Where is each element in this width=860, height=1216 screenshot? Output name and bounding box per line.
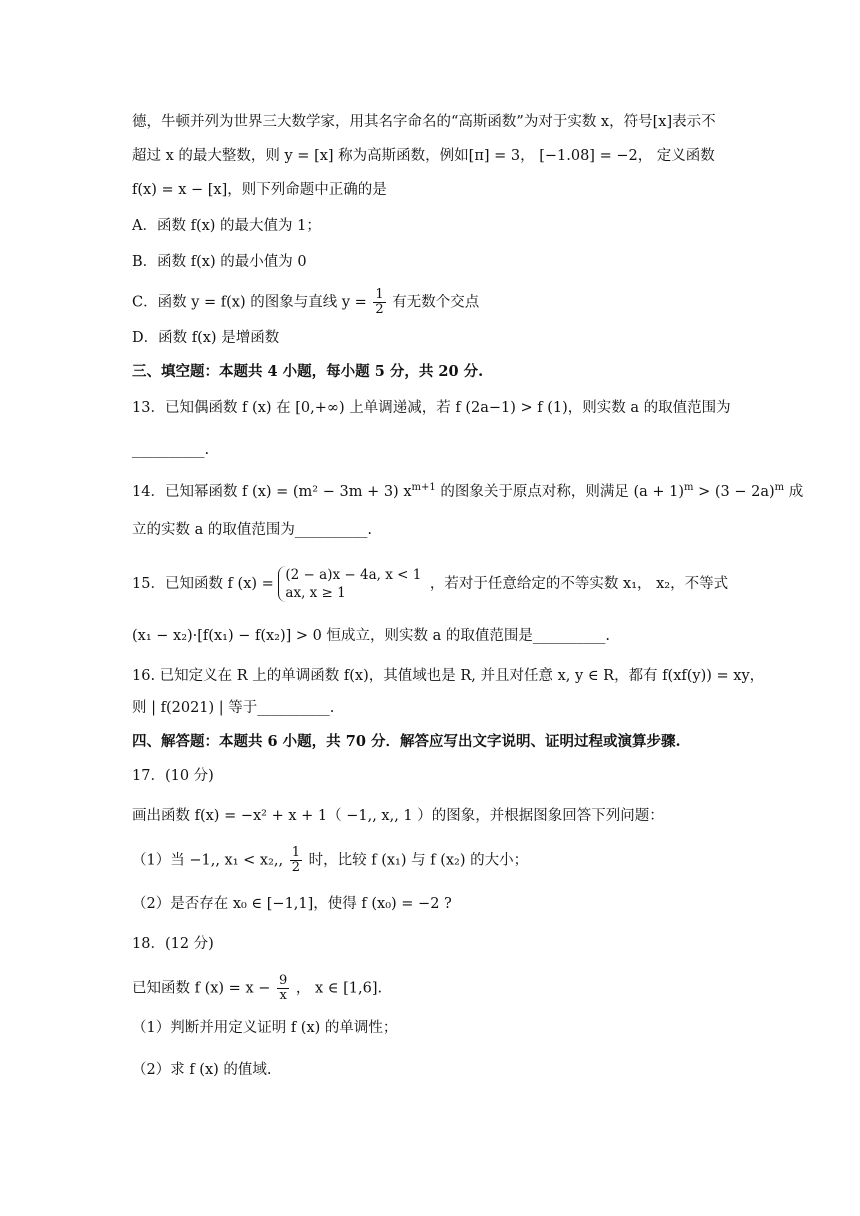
text-line: 超过 x 的最大整数，则 y = [x] 称为高斯函数，例如[π] = 3， [−1.08] = −2， 定义函数 xyxy=(132,148,715,164)
question-15-line-2: (x₁ − x₂)·[f(x₁) − f(x₂)] > 0 恒成立，则实数 a 的取值范围是__________. xyxy=(132,628,610,644)
option-c-text-end: 有无数个交点 xyxy=(392,294,480,311)
piecewise-case-1: (2 − a)x − 4a, x < 1 xyxy=(285,567,422,583)
option-d: D．函数 f(x) 是增函数 xyxy=(132,330,280,346)
option-a: A．函数 f(x) 的最大值为 1； xyxy=(132,218,321,234)
question-18-heading: 18．(12 分) xyxy=(132,936,214,952)
fraction xyxy=(277,974,289,1003)
question-17-part-2: （2）是否存在 x₀ ∈ [−1,1]，使得 f (x₀) = −2 ? xyxy=(132,896,452,912)
question-18 xyxy=(132,974,732,1003)
fraction-numerator: 1 xyxy=(375,287,384,302)
q14-exponent: m+1 xyxy=(411,482,436,494)
section-heading: 三、填空题：本题共 4 小题，每小题 5 分，共 20 分. xyxy=(132,363,484,380)
piecewise-case-2: ax, x ≥ 1 xyxy=(285,585,346,601)
q14-text: 14．已知幂函数 f (x) = (m² − 3m + 3) x xyxy=(132,484,412,500)
text-line: 德，牛顿并列为世界三大数学家，用其名字命名的“高斯函数”为对于实数 x，符号[x]表示不 xyxy=(132,114,716,130)
fraction-numerator: 9 xyxy=(279,973,288,988)
question-15 xyxy=(132,566,732,602)
q17-part-1-text-end: 时，比较 f (x₁) 与 f (x₂) 的大小； xyxy=(308,852,529,869)
q18-text: 已知函数 f (x) = x − xyxy=(132,980,271,997)
question-13-blank: __________. xyxy=(132,442,210,458)
fraction xyxy=(290,846,302,875)
question-13: 13．已知偶函数 f (x) 在 [0,+∞) 上单调递减，若 f (2a−1) > f (1)，则实数 a 的取值范围为 xyxy=(132,400,731,416)
option-c-text: C．函数 y = f(x) 的图象与直线 y = xyxy=(132,294,367,311)
option-b: B．函数 f(x) 的最小值为 0 xyxy=(132,254,307,270)
fraction-denominator: 2 xyxy=(375,302,384,317)
q18-text-end: ， x ∈ [1,6]. xyxy=(295,980,383,997)
question-14 xyxy=(132,482,804,502)
question-18-part-2: （2）求 f (x) 的值域. xyxy=(132,1062,272,1078)
fraction xyxy=(373,288,385,317)
option-c xyxy=(132,288,732,317)
q14-text-mid: 的图象关于原点对称，则满足 (a + 1) xyxy=(435,484,685,500)
question-18-part-1: （1）判断并用定义证明 f (x) 的单调性； xyxy=(132,1020,398,1036)
question-16: 16. 已知定义在 R 上的单调函数 f(x)，其值域也是 R, 并且对任意 x, y ∈ R，都有 f(xf(y)) = xy， xyxy=(132,668,765,684)
question-17-part-1 xyxy=(132,846,732,875)
q15-text: 15．已知函数 f (x) = xyxy=(132,576,274,592)
q17-part-1-text: （1）当 −1,, x₁ < x₂,, xyxy=(132,852,284,869)
section-heading: 四、解答题：本题共 6 小题，共 70 分．解答应写出文字说明、证明过程或演算步骤. xyxy=(132,733,681,750)
q15-text-end: ，若对于任意给定的不等实数 x₁， x₂，不等式 xyxy=(429,576,729,592)
q14-text-mid-2: > (3 − 2a) xyxy=(693,484,775,500)
fraction-numerator: 1 xyxy=(291,845,300,860)
text-line: f(x) = x − [x]，则下列命题中正确的是 xyxy=(132,182,387,198)
question-17-heading: 17．(10 分) xyxy=(132,768,214,784)
fraction-denominator: x xyxy=(279,988,287,1003)
q14-exponent-3: m xyxy=(774,482,785,494)
q14-text-end: 成 xyxy=(784,484,804,500)
piecewise-function xyxy=(278,566,425,602)
q14-exponent-2: m xyxy=(684,482,694,494)
question-14-line-2: 立的实数 a 的取值范围为__________. xyxy=(132,522,372,538)
question-16-line-2: 则 | f(2021) | 等于__________. xyxy=(132,700,335,716)
fraction-denominator: 2 xyxy=(291,860,300,875)
question-17: 画出函数 f(x) = −x² + x + 1（ −1,, x,, 1 ）的图象，并根据图象回答下列问题： xyxy=(132,808,664,824)
